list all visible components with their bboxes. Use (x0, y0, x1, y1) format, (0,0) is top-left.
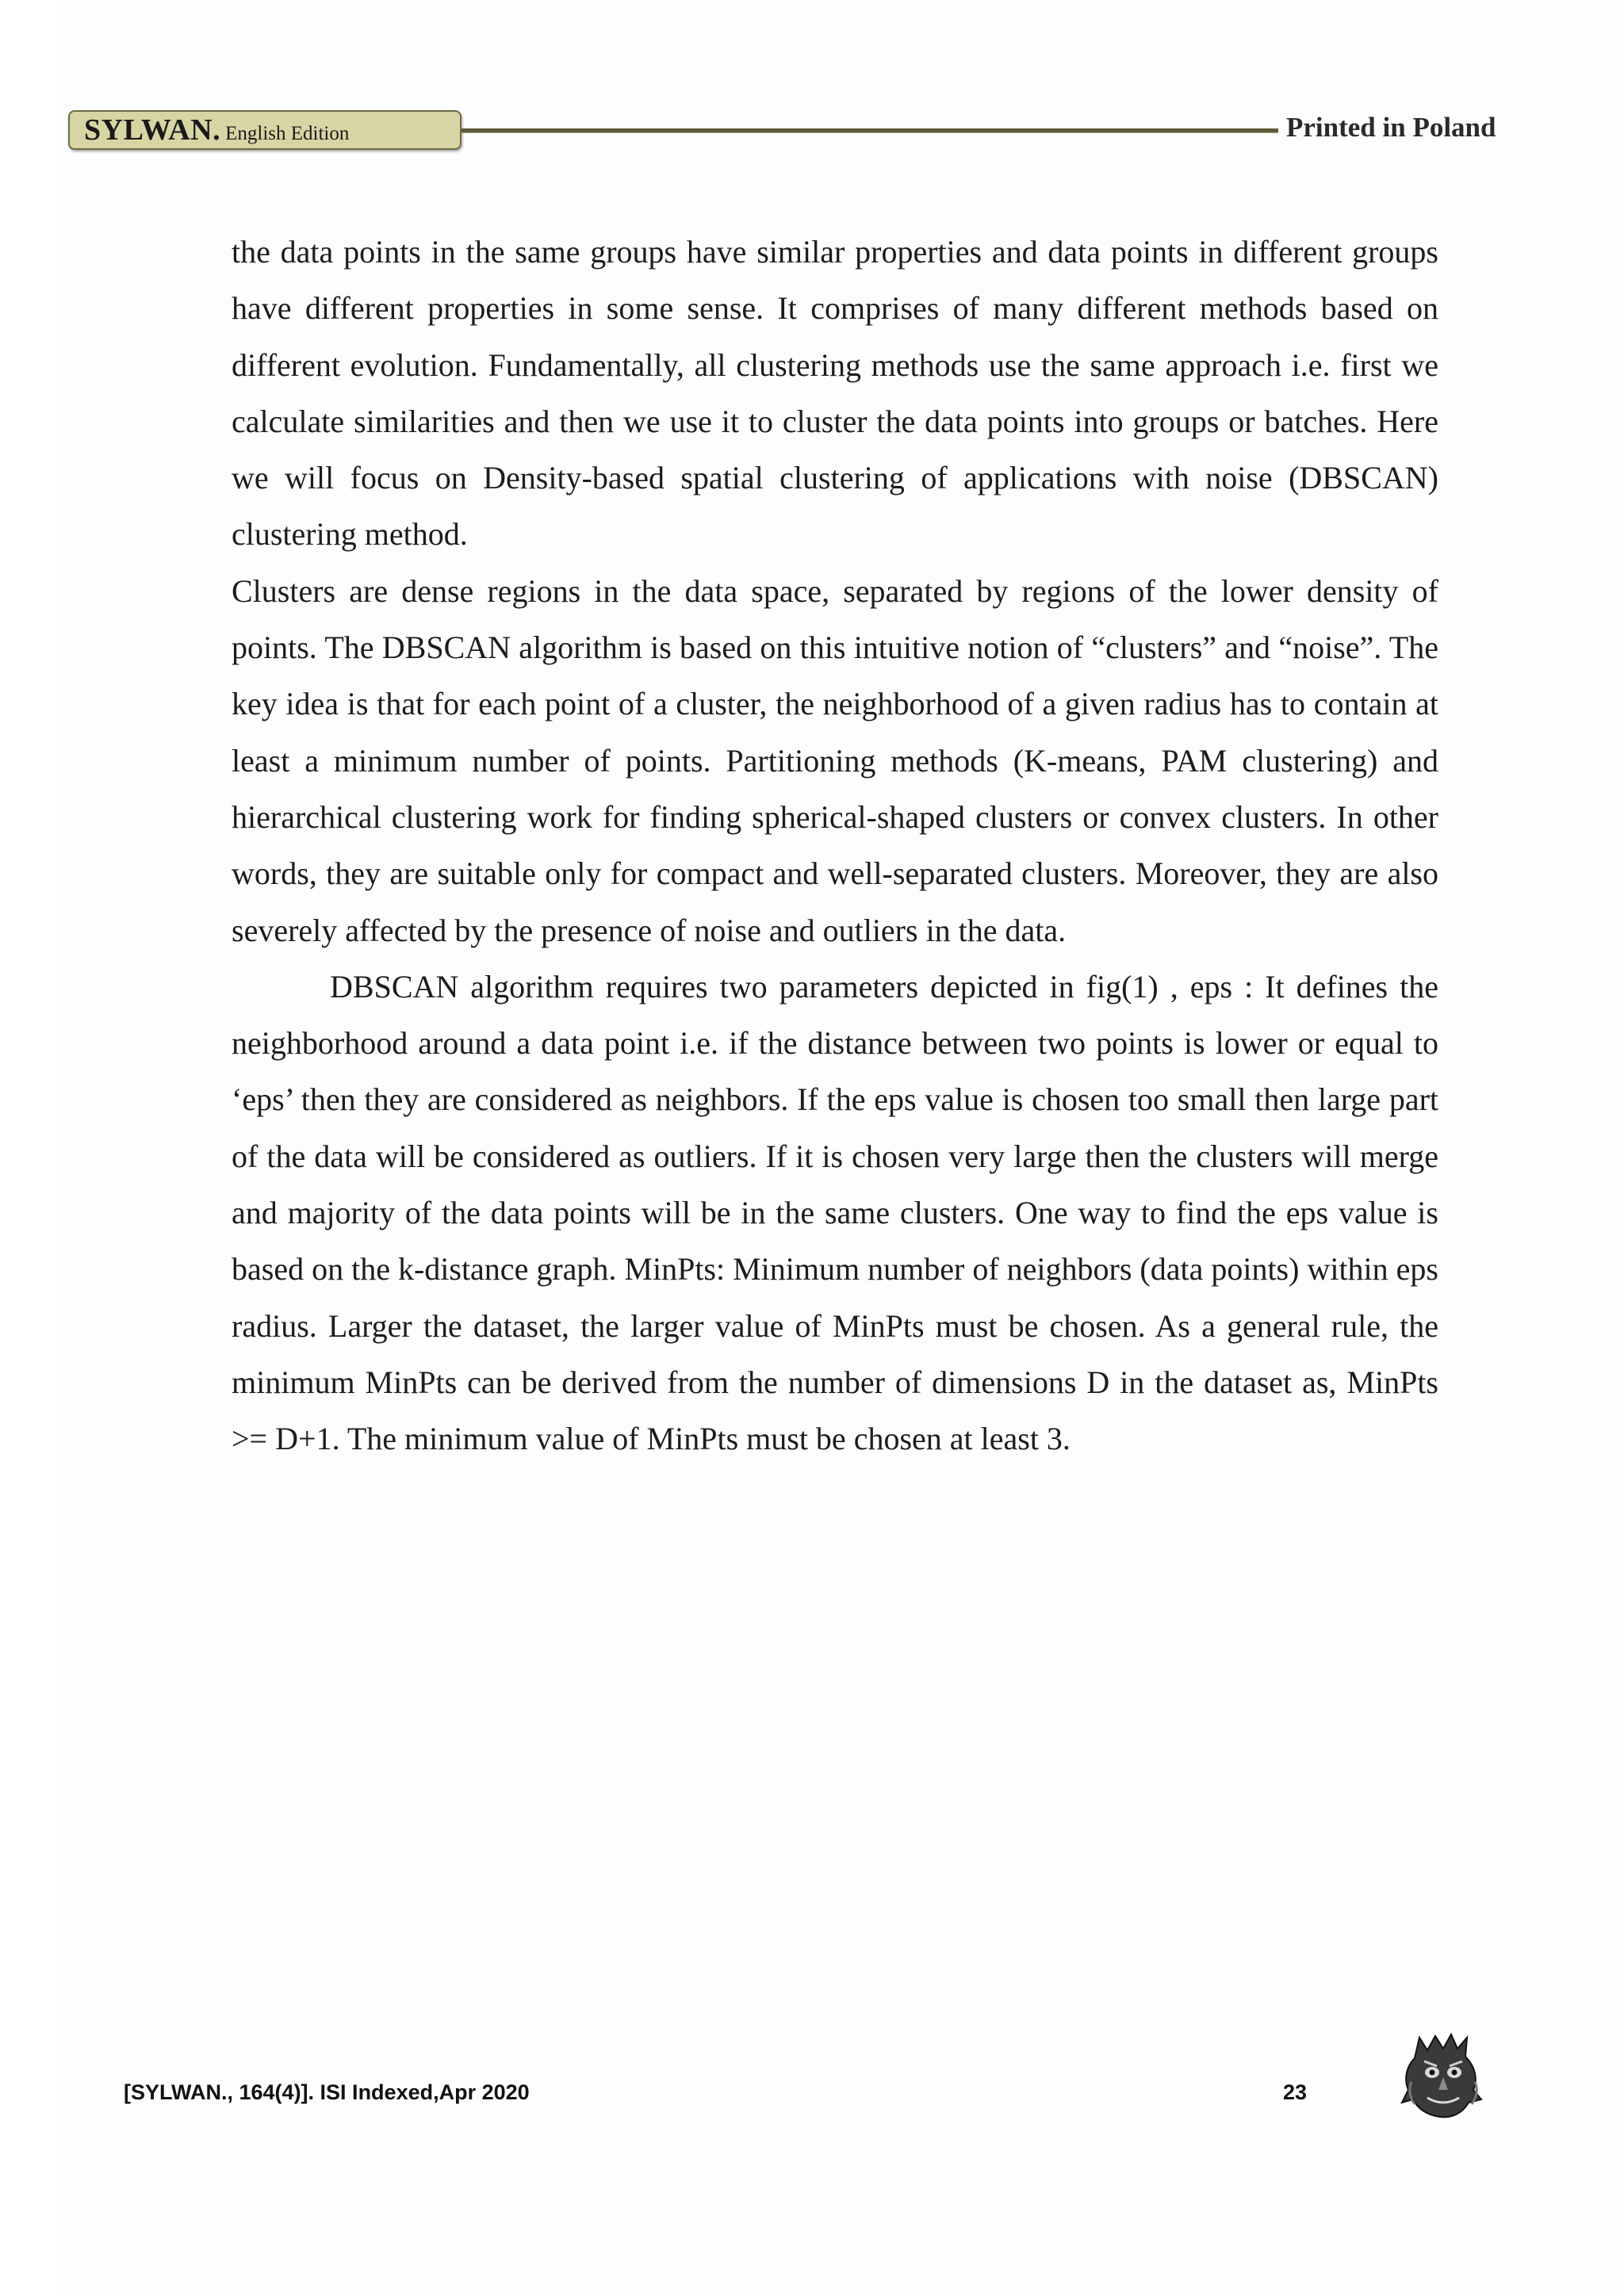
header-rule (462, 128, 1278, 133)
paragraph-dbscan-parameters: DBSCAN algorithm requires two parameters depicted in fig(1) , eps : It defines the neighborhood around a data point i.e. if the distance between two points is lower or equal to ‘eps’ then they are considered as neighbors. If the eps value is chosen too small then large part of the data will be considered as outliers. If it is chosen very large then the clusters will merge and majority of the data points will be in the same clusters. One way to find the eps value is based on the k-distance graph. MinPts: Minimum number of neighbors (data points) within eps radius. Larger the dataset, the larger value of MinPts must be chosen. As a general rule, the minimum MinPts can be derived from the number of dimensions D in the dataset as, MinPts >= D+1. The minimum value of MinPts must be chosen at least 3. (232, 968, 1438, 1457)
paragraph-clusters-definition: Clusters are dense regions in the data space, separated by regions of the lower density of points. The DBSCAN algorithm is based on this intuitive notion of “clusters” and “noise”. The key idea is that for each point of a cluster, the neighborhood of a given radius has to contain at least a minimum number of points. Partitioning methods (K-means, PAM clustering) and hierarchical clustering work for finding spherical-shaped clusters or convex clusters. In other words, they are suitable only for compact and well-separated clusters. Moreover, they are also severely affected by the presence of noise and outliers in the data. (232, 572, 1438, 948)
footer-citation: [SYLWAN., 164(4)]. ISI Indexed,Apr 2020 (124, 2080, 530, 2104)
paragraph-clustering-intro: the data points in the same groups have similar properties and data points in different groups have different properties in some sense. It comprises of many different methods based on different evolution. Fundamentally, all clustering methods use the same approach i.e. first we calculate similarities and then we use it to cluster the data points into groups or batches. Here we will focus on Density-based spatial clustering of applications with noise (DBSCAN) clustering method. (232, 234, 1438, 553)
journal-title-badge (68, 110, 462, 150)
page-number: 23 (1283, 2080, 1308, 2104)
journal-edition: English Edition (225, 123, 350, 144)
journal-emblem-icon (1396, 2026, 1489, 2122)
journal-name: SYLWAN. (84, 113, 221, 147)
article-body (232, 224, 1438, 1468)
printed-in-label: Printed in Poland (1286, 112, 1496, 143)
